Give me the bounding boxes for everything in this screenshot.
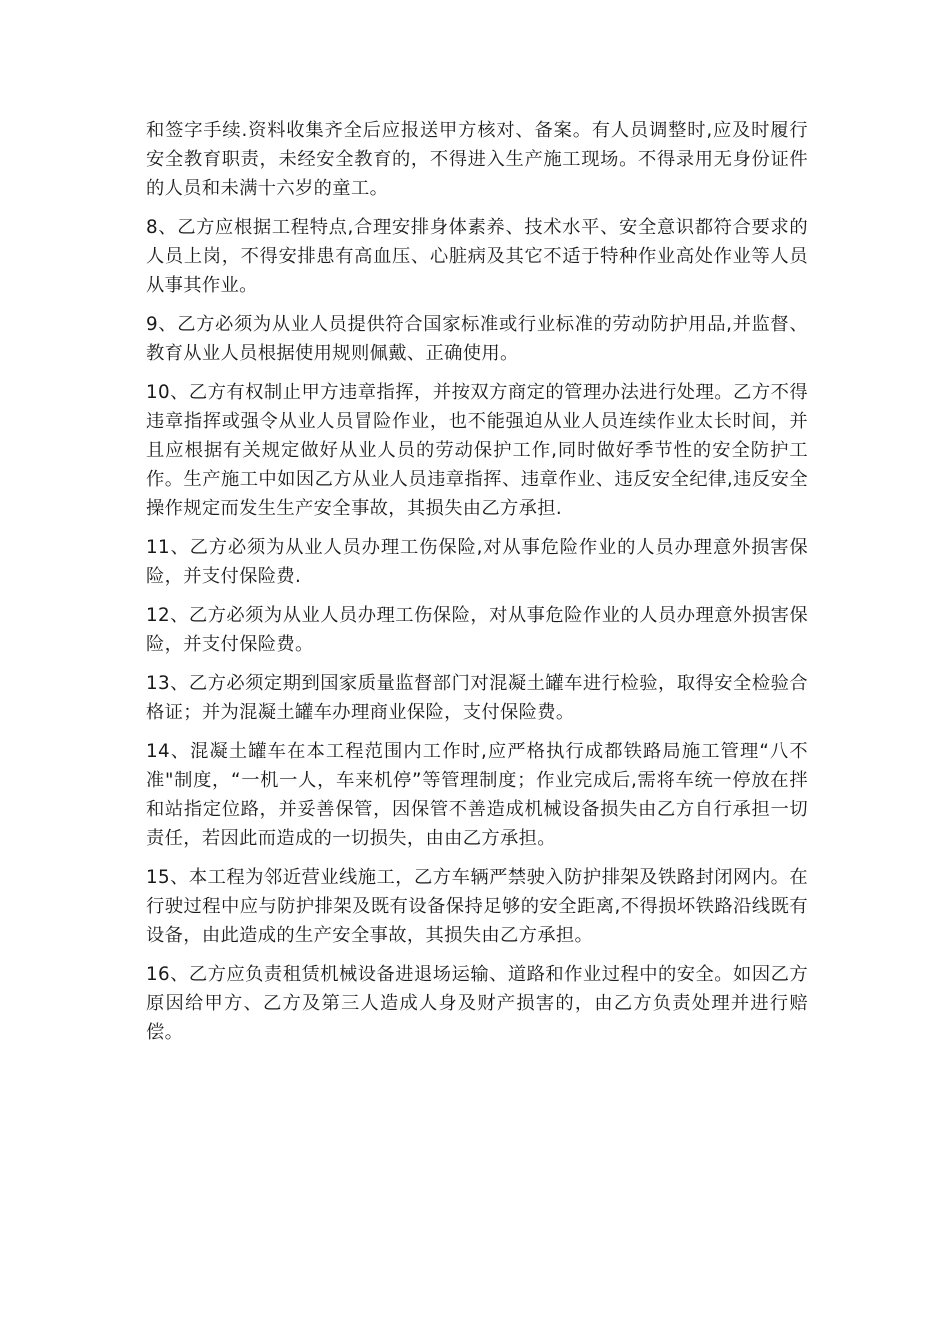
clause-8: 8、乙方应根据工程特点,合理安排身体素养、技术水平、安全意识都符合要求的人员上岗，不得安排患有高血压、心脏病及其它不适于特种作业高处作业等人员从事其作业。: [146, 217, 808, 296]
clause-11: 11、乙方必须为从业人员办理工伤保险,对从事危险作业的人员办理意外损害保险，并支付保险费.: [146, 537, 808, 587]
document-body: [146, 116, 808, 1057]
clause-14: 14、混凝土罐车在本工程范围内工作时,应严格执行成都铁路局施工管理“八不准"制度，“一机一人，车来机停”等管理制度；作业完成后,需将车统一停放在拌和站指定位路，并妥善保管，因保管不善造成机械设备损失由乙方自行承担一切责任，若因此而造成的一切损失，由由乙方承担。: [146, 741, 808, 849]
clause-9: 9、乙方必须为从业人员提供符合国家标准或行业标准的劳动防护用品,并监督、教育从业人员根据使用规则佩戴、正确使用。: [146, 314, 808, 364]
clause-10: 10、乙方有权制止甲方违章指挥，并按双方商定的管理办法进行处理。乙方不得违章指挥或强令从业人员冒险作业，也不能强迫从业人员连续作业太长时间，并且应根据有关规定做好从业人员的劳动保护工作,同时做好季节性的安全防护工作。生产施工中如因乙方从业人员违章指挥、违章作业、违反安全纪律,违反安全操作规定而发生生产安全事故，其损失由乙方承担.: [146, 382, 808, 519]
paragraph-continuation: 和签字手续.资料收集齐全后应报送甲方核对、备案。有人员调整时,应及时履行安全教育职责，未经安全教育的，不得进入生产施工现场。不得录用无身份证件的人员和未满十六岁的童工。: [146, 120, 808, 199]
clause-12: 12、乙方必须为从业人员办理工伤保险，对从事危险作业的人员办理意外损害保险，并支付保险费。: [146, 605, 808, 655]
clause-15: 15、本工程为邻近营业线施工，乙方车辆严禁驶入防护排架及铁路封闭网内。在行驶过程中应与防护排架及既有设备保持足够的安全距离,不得损坏铁路沿线既有设备，由此造成的生产安全事故，其损失由乙方承担。: [146, 867, 808, 946]
clause-13: 13、乙方必须定期到国家质量监督部门对混凝土罐车进行检验，取得安全检验合格证；并为混凝土罐车办理商业保险，支付保险费。: [146, 673, 808, 723]
clause-16: 16、乙方应负责租赁机械设备进退场运输、道路和作业过程中的安全。如因乙方原因给甲方、乙方及第三人造成人身及财产损害的，由乙方负责处理并进行赔偿。: [146, 964, 808, 1043]
